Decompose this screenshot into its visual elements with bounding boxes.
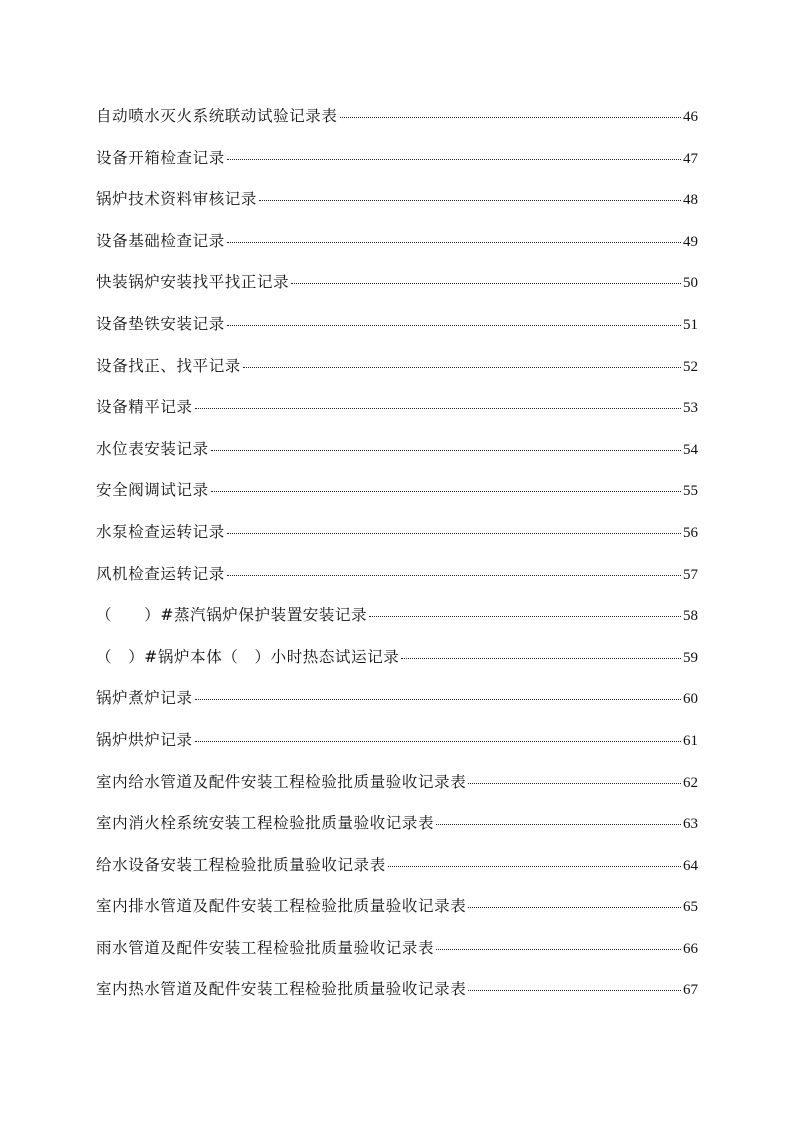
- toc-page-number: 52: [683, 358, 698, 375]
- table-of-contents: [96, 101, 698, 1016]
- toc-entry[interactable]: [96, 517, 698, 559]
- toc-page-number: 67: [683, 982, 698, 999]
- toc-entry[interactable]: [96, 683, 698, 725]
- toc-page-number: 50: [683, 275, 698, 292]
- dot-leader: [259, 200, 681, 201]
- dot-leader: [227, 242, 681, 243]
- dot-leader: [436, 949, 681, 950]
- toc-page-number: 53: [683, 400, 698, 417]
- toc-entry-title: （ ）#锅炉本体（ ）小时热态试运记录: [96, 647, 400, 666]
- toc-entry-title: 雨水管道及配件安装工程检验批质量验收记录表: [96, 938, 435, 957]
- toc-page-number: 64: [683, 857, 698, 874]
- toc-entry[interactable]: [96, 808, 698, 850]
- toc-entry-title: 锅炉技术资料审核记录: [96, 190, 258, 209]
- dot-leader: [340, 117, 681, 118]
- toc-entry[interactable]: [96, 475, 698, 517]
- dot-leader: [369, 616, 681, 617]
- toc-entry-title: 室内热水管道及配件安装工程检验批质量验收记录表: [96, 980, 467, 999]
- dot-leader: [291, 283, 681, 284]
- toc-page-number: 56: [683, 524, 698, 541]
- toc-page-number: 58: [683, 608, 698, 625]
- toc-page-number: 65: [683, 899, 698, 916]
- dot-leader: [195, 741, 681, 742]
- toc-entry-title: 锅炉烘炉记录: [96, 730, 193, 749]
- toc-entry-title: 自动喷水灭火系统联动试验记录表: [96, 107, 338, 125]
- toc-entry-title: 设备开箱检查记录: [96, 148, 225, 167]
- toc-entry[interactable]: [96, 600, 698, 642]
- dot-leader: [195, 699, 681, 700]
- toc-entry[interactable]: [96, 184, 698, 226]
- dot-leader: [436, 824, 681, 825]
- toc-entry[interactable]: [96, 226, 698, 268]
- dot-leader: [388, 866, 681, 867]
- toc-page-number: 49: [683, 233, 698, 250]
- toc-entry[interactable]: [96, 642, 698, 684]
- toc-entry-title: 室内消火栓系统安装工程检验批质量验收记录表: [96, 814, 435, 833]
- toc-entry[interactable]: [96, 933, 698, 975]
- dot-leader: [401, 658, 681, 659]
- dot-leader: [195, 408, 681, 409]
- dot-leader: [227, 575, 681, 576]
- dot-leader: [468, 990, 681, 991]
- toc-page-number: 48: [683, 192, 698, 209]
- toc-entry-title: 室内给水管道及配件安装工程检验批质量验收记录表: [96, 772, 467, 791]
- toc-entry[interactable]: [96, 309, 698, 351]
- toc-page-number: 47: [683, 150, 698, 167]
- toc-entry[interactable]: [96, 974, 698, 1016]
- toc-entry[interactable]: [96, 392, 698, 434]
- toc-entry-title: 设备找正、找平记录: [96, 356, 241, 375]
- toc-page-number: 54: [683, 441, 698, 458]
- toc-page-number: 59: [683, 649, 698, 666]
- toc-entry-title: 设备垫铁安装记录: [96, 314, 225, 333]
- toc-page-number: 51: [683, 316, 698, 333]
- dot-leader: [227, 159, 681, 160]
- dot-leader: [227, 325, 681, 326]
- toc-page-number: 61: [683, 732, 698, 749]
- toc-entry[interactable]: [96, 767, 698, 809]
- toc-entry[interactable]: [96, 891, 698, 933]
- toc-entry[interactable]: [96, 725, 698, 767]
- toc-entry-title: 风机检查运转记录: [96, 564, 225, 583]
- toc-entry[interactable]: [96, 434, 698, 476]
- dot-leader: [468, 907, 681, 908]
- toc-page-number: 63: [683, 816, 698, 833]
- toc-entry[interactable]: [96, 850, 698, 892]
- toc-entry[interactable]: [96, 143, 698, 185]
- toc-entry-title: 锅炉煮炉记录: [96, 689, 193, 708]
- dot-leader: [211, 450, 681, 451]
- toc-page-number: 60: [683, 691, 698, 708]
- toc-entry-title: 快装锅炉安装找平找正记录: [96, 273, 290, 292]
- toc-entry[interactable]: [96, 101, 698, 143]
- toc-entry[interactable]: [96, 559, 698, 601]
- dot-leader: [227, 533, 681, 534]
- toc-entry-title: 室内排水管道及配件安装工程检验批质量验收记录表: [96, 897, 467, 916]
- toc-entry-title: 给水设备安装工程检验批质量验收记录表: [96, 855, 386, 874]
- toc-entry-title: 水位表安装记录: [96, 439, 209, 458]
- toc-page-number: 57: [683, 566, 698, 583]
- toc-entry[interactable]: [96, 351, 698, 393]
- dot-leader: [243, 367, 681, 368]
- toc-page-number: 46: [683, 109, 698, 125]
- toc-entry-title: 安全阀调试记录: [96, 481, 209, 500]
- toc-entry-title: 设备精平记录: [96, 398, 193, 417]
- toc-page-number: 62: [683, 774, 698, 791]
- dot-leader: [211, 491, 681, 492]
- dot-leader: [468, 783, 681, 784]
- toc-entry-title: 水泵检查运转记录: [96, 522, 225, 541]
- toc-page-number: 55: [683, 483, 698, 500]
- toc-page-number: 66: [683, 940, 698, 957]
- toc-entry-title: （ ）#蒸汽锅炉保护装置安装记录: [96, 606, 368, 625]
- toc-entry-title: 设备基础检查记录: [96, 231, 225, 250]
- toc-entry[interactable]: [96, 267, 698, 309]
